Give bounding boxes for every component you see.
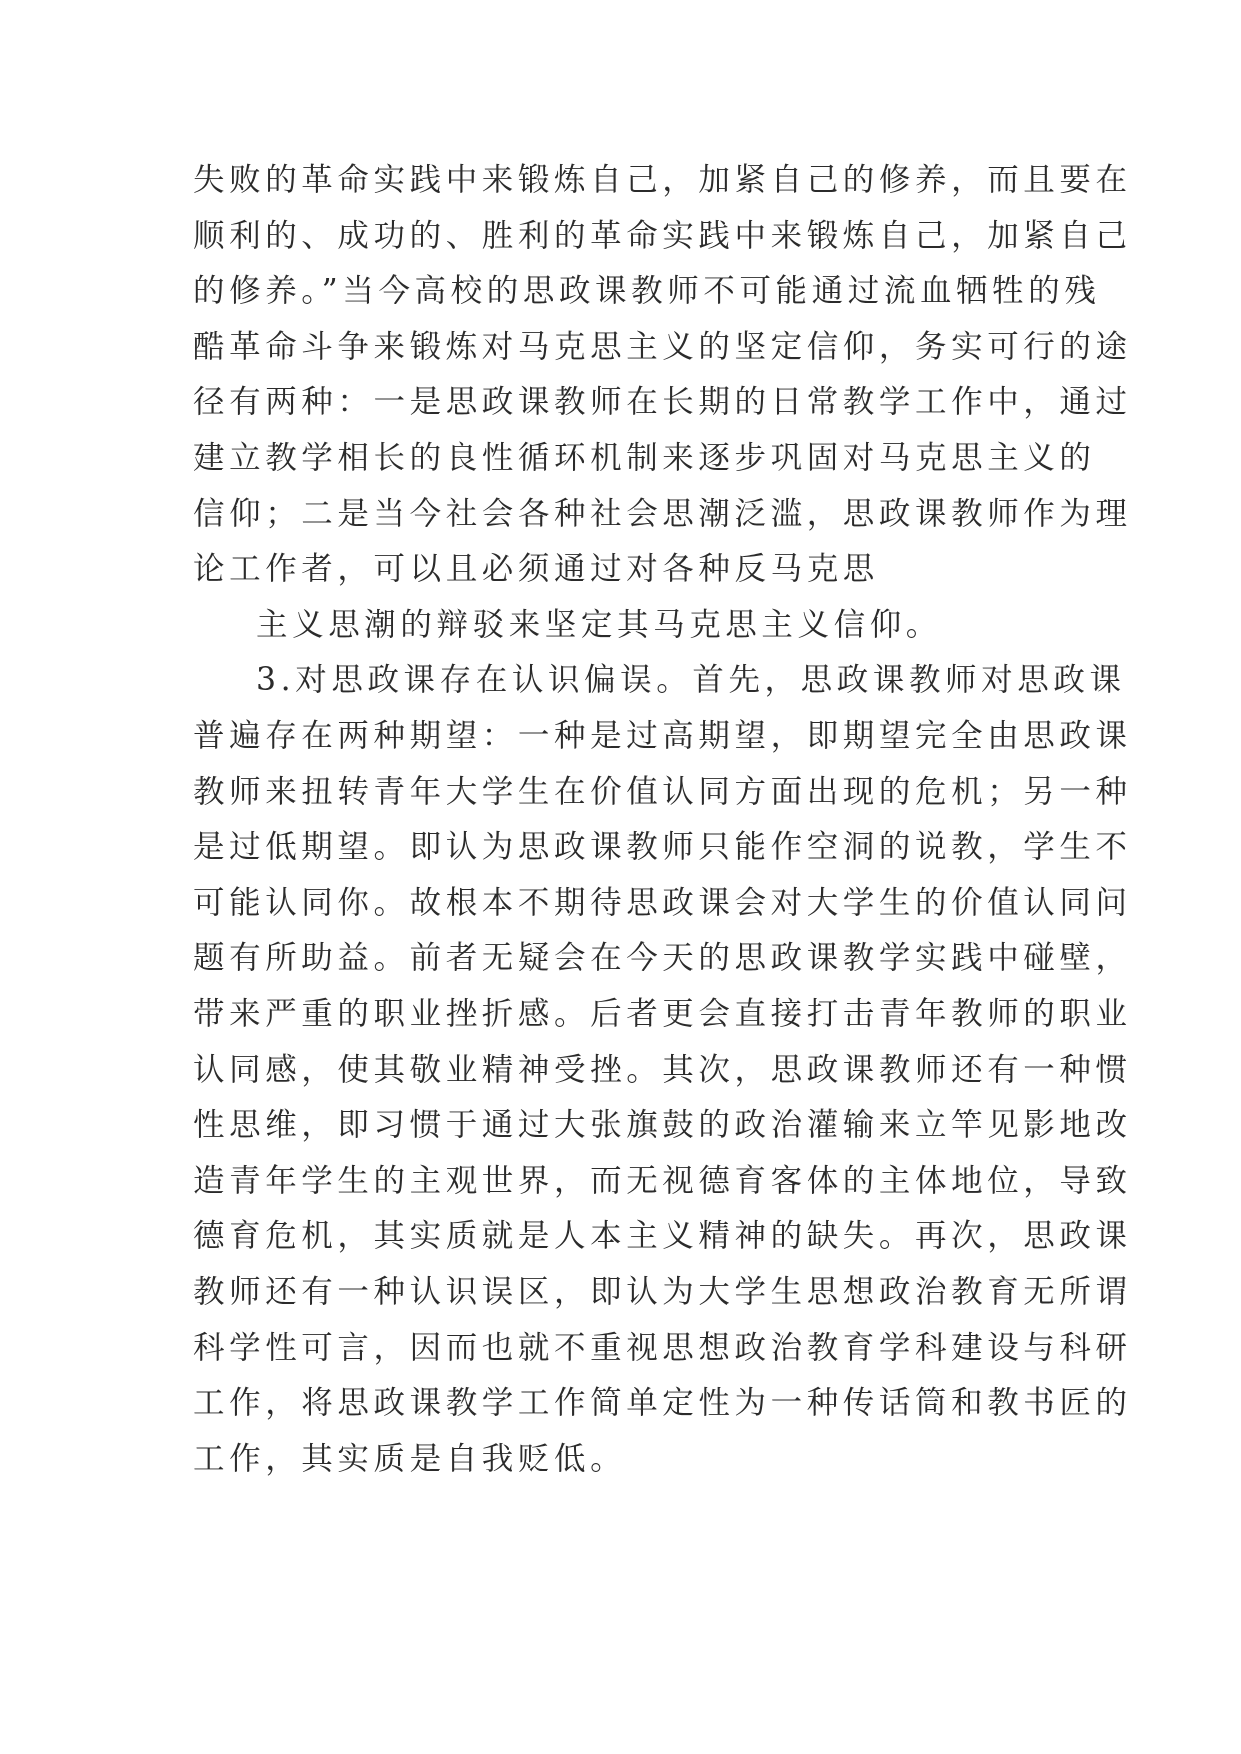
text-line: 工作，将思政课教学工作简单定性为一种传话筒和教书匠的: [193, 1385, 1132, 1422]
text-line: 论工作者，可以且必须通过对各种反马克思: [193, 551, 879, 588]
text-line: 德育危机，其实质就是人本主义精神的缺失。再次，思政课: [193, 1218, 1132, 1255]
text-line: 认同感，使其敬业精神受挫。其次，思政课教师还有一种惯: [193, 1051, 1132, 1088]
text-line: 顺利的、成功的、胜利的革命实践中来锻炼自己，加紧自己: [193, 217, 1132, 254]
text-line: 失败的革命实践中来锻炼自己，加紧自己的修养，而且要在: [193, 162, 1132, 198]
text-line: 教师还有一种认识误区，即认为大学生思想政治教育无所谓: [193, 1274, 1132, 1310]
text-line: 是过低期望。即认为思政课教师只能作空洞的说教，学生不: [193, 829, 1132, 866]
text-line: 普遍存在两种期望：一种是过高期望，即期望完全由思政课: [193, 718, 1132, 754]
section-heading-line: 3.对思政课存在认识偏误。首先，思政课教师对思政课: [256, 662, 1126, 699]
text-line: 信仰；二是当今社会各种社会思潮泛滥，思政课教师作为理: [193, 495, 1132, 532]
text-line: 径有两种：一是思政课教师在长期的日常教学工作中，通过: [193, 384, 1132, 421]
text-line: 工作，其实质是自我贬低。: [193, 1440, 627, 1477]
text-line: 造青年学生的主观世界，而无视德育客体的主体地位，导致: [193, 1162, 1132, 1199]
text-line: 酷革命斗争来锻炼对马克思主义的坚定信仰，务实可行的途: [193, 328, 1132, 365]
text-line: 带来严重的职业挫折感。后者更会直接打击青年教师的职业: [193, 996, 1132, 1032]
text-line: 可能认同你。故根本不期待思政课会对大学生的价值认同问: [193, 884, 1132, 921]
text-line: 教师来扭转青年大学生在价值认同方面出现的危机；另一种: [193, 773, 1132, 810]
text-line: 主义思潮的辩驳来坚定其马克思主义信仰。: [256, 606, 942, 643]
text-line: 性思维，即习惯于通过大张旗鼓的政治灌输来立竿见影地改: [193, 1107, 1132, 1144]
text-line: 题有所助益。前者无疑会在今天的思政课教学实践中碰壁，: [193, 940, 1132, 977]
text-line: 科学性可言，因而也就不重视思想政治教育学科建设与科研: [193, 1329, 1132, 1366]
text-line: 建立教学相长的良性循环机制来逐步巩固对马克思主义的: [193, 440, 1096, 476]
text-line: 的修养。”当今高校的思政课教师不可能通过流血牺牲的残: [193, 273, 1101, 310]
